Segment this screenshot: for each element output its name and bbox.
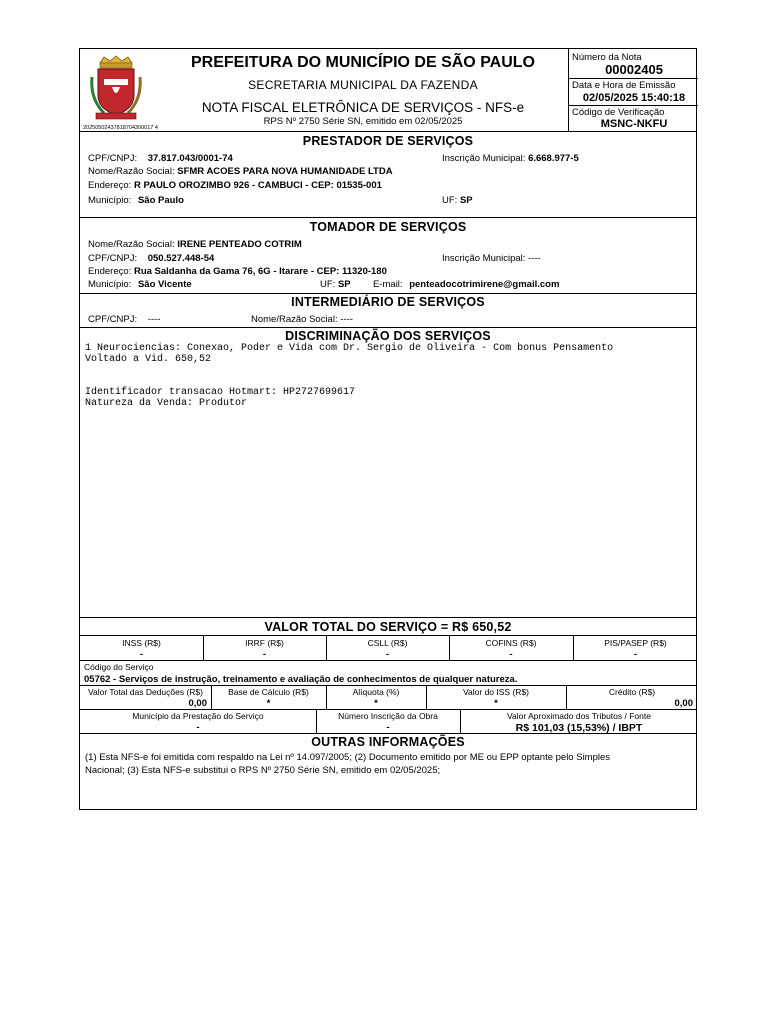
outras-line-2: Nacional; (3) Esta NFS-e substitui o RPS Nº 2750 Série SN, emitido em 02/05/2025;	[85, 765, 441, 776]
pis-pasep-header: PIS/PASEP (R$)	[604, 638, 667, 648]
tomador-endereco-value: Rua Saldanha da Gama 76, 6G - Itarare - CEP: 11320-180	[133, 266, 387, 277]
csll-header: CSLL (R$)	[367, 638, 408, 648]
tomador-im-label: Inscrição Municipal:	[442, 253, 526, 264]
prestador-uf-label: UF:	[442, 195, 458, 206]
tomador-municipio-value: São Vicente	[137, 279, 192, 290]
coat-of-arms-icon	[90, 55, 142, 121]
base-calculo-header: Base de Cálculo (R$)	[228, 687, 309, 697]
cofins-header: COFINS (R$)	[485, 638, 537, 648]
tomador-cpf-label: CPF/CNPJ:	[88, 253, 138, 264]
tomador-section-title: TOMADOR DE SERVIÇOS	[309, 220, 467, 234]
municipio-prestacao-header: Município da Prestação do Serviço	[132, 711, 264, 721]
numero-nota-label: Número da Nota	[572, 52, 642, 63]
base-calculo-value: *	[266, 698, 271, 709]
codigo-verificacao-label: Código de Verificação	[572, 107, 665, 118]
discriminacao-line-1: 1 Neurociencias: Conexao, Poder e Vida com Dr. Sergio de Oliveira - Com bonus Pensamento	[85, 343, 614, 354]
csll-value: -	[385, 649, 390, 660]
logo-code: 20250502437818704300017 4	[83, 125, 158, 131]
discriminacao-line-3: Identificador transacao Hotmart: HP2727699617	[85, 387, 356, 398]
inss-value: -	[139, 649, 144, 660]
prestador-cpf-label: CPF/CNPJ:	[88, 153, 138, 164]
deducoes-value: 0,00	[188, 698, 207, 709]
tomador-uf-value: SP	[337, 279, 351, 290]
prestador-im-label: Inscrição Municipal:	[442, 153, 526, 164]
prestador-municipio-value: São Paulo	[137, 195, 184, 206]
prestador-uf-value: SP	[459, 195, 473, 206]
valor-iss-value: *	[494, 698, 498, 709]
valor-iss-header: Valor do ISS (R$)	[463, 687, 529, 697]
intermediario-nome-label: Nome/Razão Social:	[251, 314, 338, 325]
tomador-nome-value: IRENE PENTEADO COTRIM	[177, 239, 302, 250]
credito-header: Crédito (R$)	[608, 687, 656, 697]
prefeitura-title: PREFEITURA DO MUNICÍPIO DE SÃO PAULO	[190, 54, 535, 71]
tributos-aproximados-value: R$ 101,03 (15,53%) / IBPT	[515, 722, 643, 734]
discriminacao-line-4: Natureza da Venda: Produtor	[85, 398, 248, 409]
valor-total: VALOR TOTAL DO SERVIÇO = R$ 650,52	[264, 620, 512, 634]
credito-value: 0,00	[674, 698, 693, 709]
prestador-cpf-value: 37.817.043/0001-74	[147, 153, 233, 164]
inscricao-obra-value: -	[386, 722, 390, 733]
tomador-cpf-value: 050.527.448-54	[147, 253, 215, 264]
discriminacao-line-2: Voltado a Vid. 650,52	[85, 354, 212, 365]
tomador-uf-label: UF:	[320, 279, 336, 290]
discriminacao-section-title: DISCRIMINAÇÃO DOS SERVIÇOS	[285, 329, 491, 343]
numero-nota-value: 00002405	[605, 62, 663, 77]
tomador-endereco-label: Endereço:	[88, 266, 132, 277]
tomador-municipio-label: Município:	[88, 279, 132, 290]
intermediario-cpf-label: CPF/CNPJ:	[88, 314, 138, 325]
prestador-endereco-label: Endereço:	[88, 180, 132, 191]
rps-line: RPS Nº 2750 Série SN, emitido em 02/05/2025	[263, 116, 463, 127]
inss-header: INSS (R$)	[122, 638, 161, 648]
tomador-email-value: penteadocotrimirene@gmail.com	[409, 279, 560, 290]
prestador-im-value: 6.668.977-5	[528, 153, 579, 164]
outras-line-1: (1) Esta NFS-e foi emitida com respaldo na Lei nº 14.097/2005; (2) Documento emitido por ME ou EPP optante pelo Simples	[85, 752, 611, 763]
secretaria-subtitle: SECRETARIA MUNICIPAL DA FAZENDA	[248, 78, 478, 92]
codigo-verificacao-value: MSNC-NKFU	[600, 118, 668, 130]
data-emissao-value: 02/05/2025 15:40:18	[582, 92, 686, 104]
outras-section-title: OUTRAS INFORMAÇÕES	[311, 735, 465, 749]
prestador-nome-value: SFMR ACOES PARA NOVA HUMANIDADE LTDA	[177, 166, 393, 177]
irrf-header: IRRF (R$)	[245, 638, 284, 648]
tributos-aproximados-header: Valor Aproximado dos Tributos / Fonte	[507, 711, 651, 721]
intermediario-section-title: INTERMEDIÁRIO DE SERVIÇOS	[291, 295, 485, 309]
tomador-im-value: ----	[528, 253, 541, 264]
nfse-document	[79, 48, 697, 810]
tomador-email-label: E-mail:	[373, 279, 403, 290]
prestador-nome-label: Nome/Razão Social:	[88, 166, 175, 177]
cofins-value: -	[509, 649, 513, 660]
codigo-servico-value: 05762 - Serviços de instrução, treinamento e avaliação de conhecimentos de qualquer natureza.	[84, 674, 518, 685]
intermediario-nome-value: ----	[340, 314, 353, 325]
codigo-servico-label: Código do Serviço	[84, 662, 154, 672]
prestador-endereco-value: R PAULO OROZIMBO 926 - CAMBUCI - CEP: 01535-001	[133, 180, 382, 191]
nfse-doc-title: NOTA FISCAL ELETRÔNICA DE SERVIÇOS - NFS-e	[201, 100, 525, 115]
aliquota-header: Alíquota (%)	[352, 687, 400, 697]
aliquota-value: *	[374, 698, 378, 709]
prestador-municipio-label: Município:	[88, 195, 132, 206]
prestador-section-title: PRESTADOR DE SERVIÇOS	[302, 134, 474, 148]
deducoes-header: Valor Total das Deduções (R$)	[88, 687, 203, 697]
municipio-prestacao-value: -	[196, 722, 200, 733]
data-emissao-label: Data e Hora de Emissão	[572, 80, 676, 91]
pis-pasep-value: -	[633, 649, 638, 660]
irrf-value: -	[262, 649, 267, 660]
intermediario-cpf-value: ----	[147, 314, 161, 325]
tomador-nome-label: Nome/Razão Social:	[88, 239, 175, 250]
inscricao-obra-header: Número Inscrição da Obra	[338, 711, 438, 721]
